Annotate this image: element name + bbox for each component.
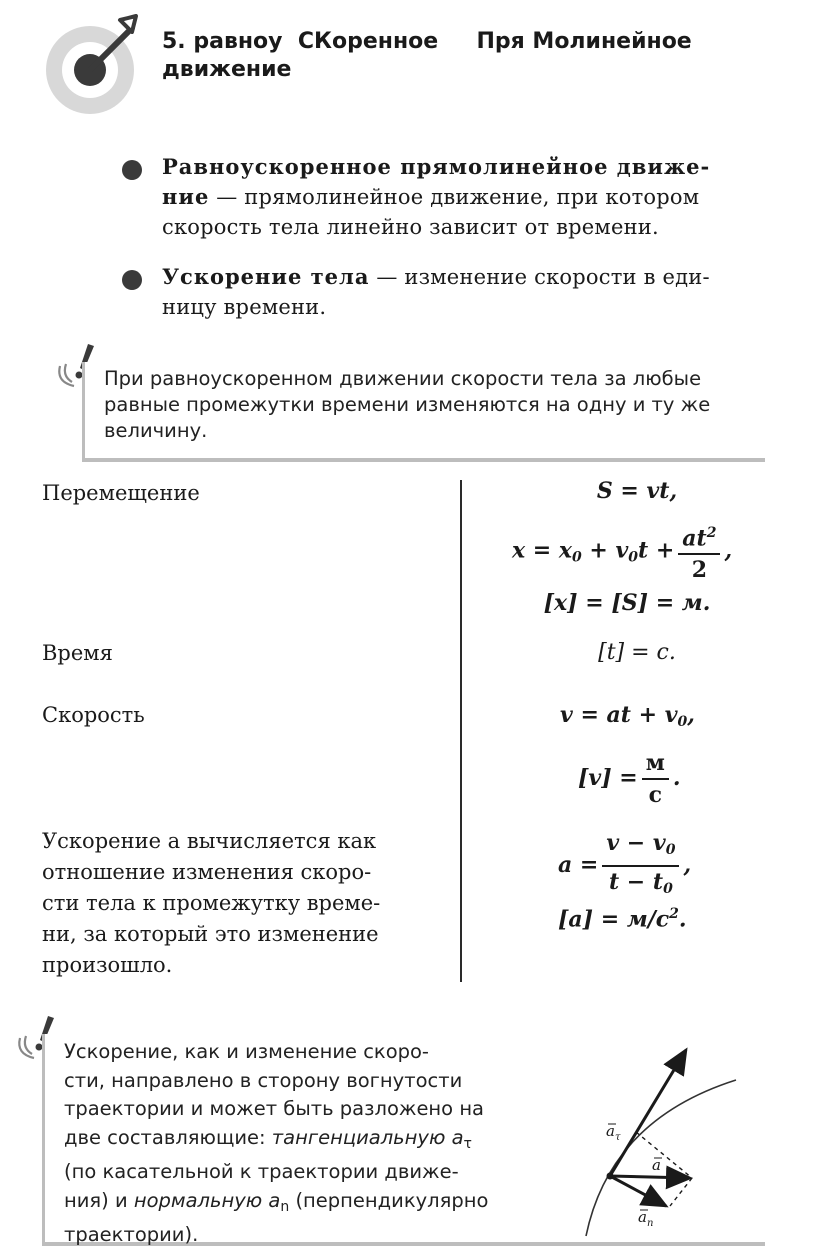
- title-line-1: равноу СКоренное Пря Молинейное: [193, 29, 692, 54]
- note-text-part: (перпендикулярно: [289, 1188, 489, 1212]
- note-sub: τ: [463, 1135, 472, 1152]
- fraction-numerator: v − v: [606, 830, 666, 856]
- definition-term-end: ние: [162, 184, 210, 209]
- formula-part: v = at + v: [560, 702, 678, 728]
- page-title: [162, 28, 762, 84]
- bullet-dot-icon: [122, 160, 142, 180]
- definition-text: — изменение скорости в еди-: [369, 265, 710, 289]
- row-label-time: Время: [42, 641, 113, 665]
- label-a-tau: [606, 1122, 621, 1143]
- formula-part: + v: [581, 537, 629, 564]
- acceleration-diagram: [580, 1040, 760, 1240]
- definition-term: Равноускоренное прямолинейное движе-: [162, 154, 711, 179]
- note-line: (по касательной к траектории движе-: [64, 1160, 459, 1183]
- note-line: При равноускоренном движении скорости тела за любые: [104, 367, 702, 390]
- formula-acceleration-units: [558, 906, 687, 932]
- label-line: Ускорение a вычисляется как: [42, 829, 377, 853]
- table-divider: [460, 480, 462, 982]
- note-line: сти, направлено в сторону вогнутости: [64, 1068, 463, 1092]
- title-line-2: движение: [162, 57, 292, 82]
- note-italic-term: нормальную a: [133, 1188, 281, 1212]
- note-sub: n: [280, 1198, 290, 1215]
- formula-sup: 2: [669, 906, 679, 922]
- bullet-dot-icon: [122, 270, 142, 290]
- row-label-displacement: Перемещение: [42, 481, 200, 505]
- formula-sub: 0: [677, 714, 688, 730]
- label-line: сти тела к промежутку време-: [42, 891, 381, 915]
- definition-text-line: ницу времени.: [162, 295, 327, 319]
- note-line: [64, 1124, 544, 1159]
- note-line: [64, 1187, 544, 1222]
- vector-a-tau: [610, 1050, 686, 1176]
- fraction-denominator: t − t: [608, 869, 664, 895]
- label-line: произошло.: [42, 953, 173, 977]
- note-text-part: ния) и: [64, 1188, 134, 1212]
- formula-sup: 2: [706, 525, 717, 541]
- target-logo-icon: [42, 14, 142, 114]
- formula-time-units: [t] = с.: [598, 640, 676, 665]
- label-a-n: [638, 1208, 653, 1229]
- fraction-numerator: м: [642, 748, 669, 780]
- formula-part: ,: [683, 852, 692, 878]
- fraction: [678, 518, 720, 585]
- formula-part: ,: [687, 702, 695, 728]
- definition-acceleration: [122, 262, 772, 324]
- definition-text-line: скорость тела линейно зависит от времени.: [162, 215, 659, 239]
- fraction-denominator: с: [648, 782, 662, 808]
- formula-acceleration: [558, 828, 691, 904]
- note-1-text: [104, 366, 764, 444]
- note-line: траектории).: [64, 1223, 199, 1246]
- formula-part: ,: [724, 537, 733, 564]
- formula-displacement-units: [x] = [S] = м.: [543, 590, 711, 616]
- vector-a-n: [610, 1176, 666, 1206]
- projection-line: [636, 1132, 692, 1178]
- label-line: ни, за который это изменение: [42, 922, 379, 946]
- formula-sub: 0: [663, 881, 673, 897]
- row-label-velocity: Скорость: [42, 703, 145, 727]
- trajectory-point: [607, 1173, 614, 1180]
- formula-sub: 0: [628, 549, 639, 566]
- formula-velocity: [560, 702, 695, 730]
- note-line: траектории и может быть разложено на: [64, 1097, 485, 1120]
- formula-part: [v] =: [578, 765, 638, 791]
- section-number: 5.: [162, 29, 186, 54]
- formula-part: a =: [558, 852, 599, 878]
- definition-term: Ускорение тела: [162, 264, 370, 289]
- formula-sub: 0: [665, 842, 676, 858]
- note-italic-term: тангенциальную a: [271, 1125, 464, 1149]
- definition-uniform-acceleration: [122, 152, 772, 244]
- projection-line: [670, 1178, 692, 1206]
- fraction: [602, 828, 679, 904]
- label-line: отношение изменения скоро-: [42, 860, 372, 884]
- fraction: [642, 748, 669, 810]
- note-line: Ускорение, как и изменение скоро-: [64, 1040, 429, 1063]
- fraction-numerator: at: [682, 525, 707, 552]
- label-text: a: [638, 1208, 647, 1226]
- formula-part: t +: [638, 537, 675, 564]
- formula-part: [a] = м/с: [558, 906, 670, 933]
- formula-displacement-x: [512, 518, 732, 585]
- formula-part: x = x: [512, 537, 572, 564]
- formula-part: .: [672, 765, 681, 791]
- row-label-acceleration: [42, 826, 442, 981]
- label-a: a: [652, 1156, 661, 1174]
- vector-a: [610, 1176, 690, 1178]
- note-2-text: [64, 1038, 544, 1250]
- label-sub: τ: [614, 1132, 621, 1143]
- label-text: a: [606, 1122, 615, 1140]
- note-text-part: две составляющие:: [64, 1125, 272, 1149]
- note-line: величину.: [104, 419, 208, 442]
- label-sub: n: [646, 1218, 654, 1229]
- formula-part: .: [678, 906, 687, 933]
- note-line: равные промежутки времени изменяются на одну и ту же: [104, 393, 711, 416]
- definition-text: — прямолинейное движение, при котором: [209, 185, 700, 209]
- formula-sub: 0: [571, 549, 582, 566]
- formula-displacement-s: S = vt,: [596, 478, 678, 504]
- fraction-denominator: 2: [691, 557, 708, 584]
- formula-velocity-units: [578, 748, 681, 810]
